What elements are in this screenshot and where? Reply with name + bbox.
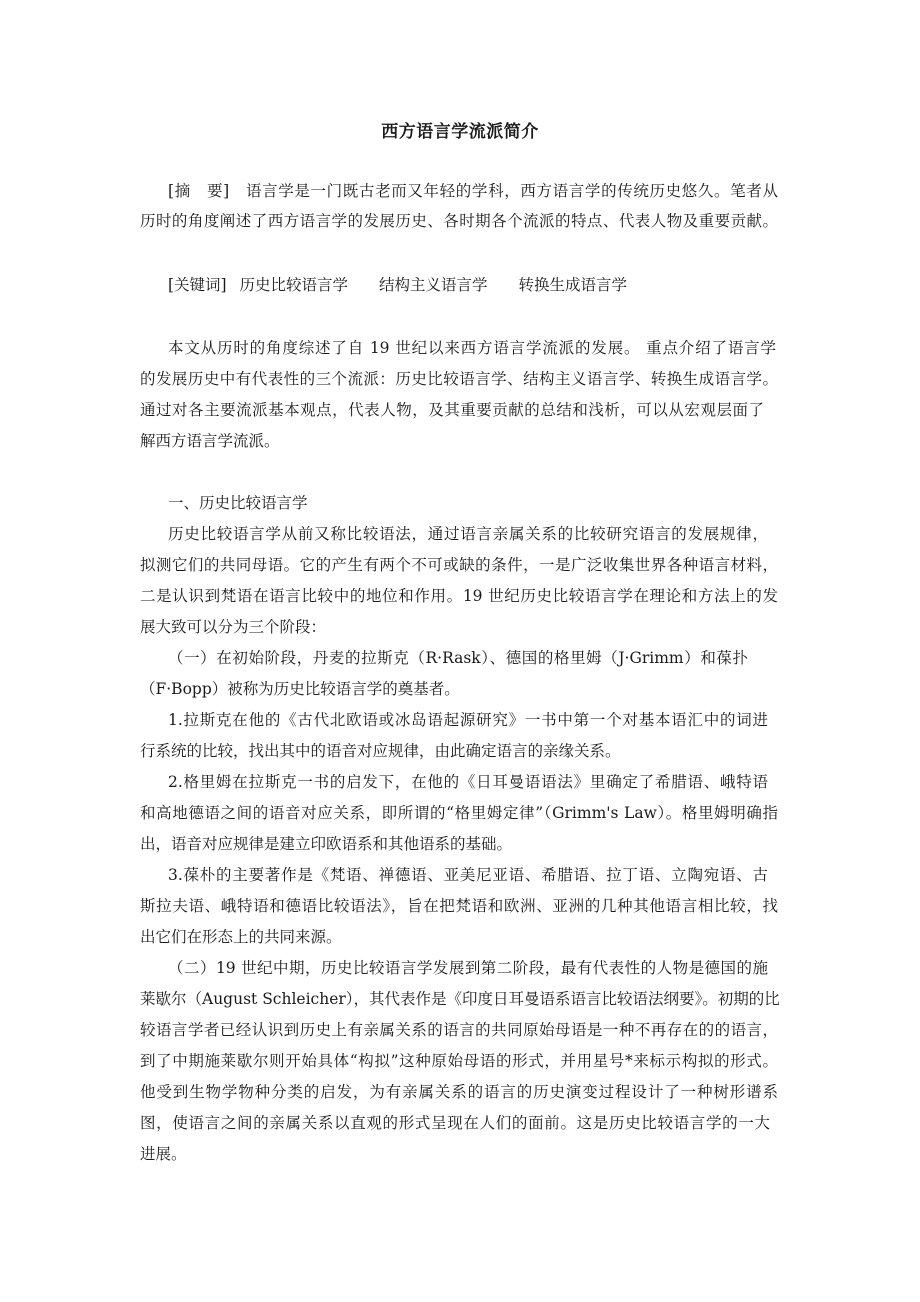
paragraph-line: 拟测它们的共同母语。它的产生有两个不可或缺的条件，一是广泛收集世界各种语言材料， — [140, 556, 778, 574]
paragraph-line: 二是认识到梵语在语言比较中的地位和作用。19 世纪历史比较语言学在理论和方法上的发 — [140, 587, 778, 605]
section-heading: 一、历史比较语言学 — [168, 494, 308, 512]
intro-line-3: 通过对各主要流派基本观点，代表人物，及其重要贡献的总结和浅析，可以从宏观层面了 — [140, 401, 764, 419]
paragraph-line: （F·Bopp）被称为历史比较语言学的奠基者。 — [140, 680, 460, 698]
keyword-item: 转换生成语言学 — [518, 276, 627, 294]
paragraph-line: 展大致可以分为三个阶段： — [140, 618, 327, 636]
paragraph-line: 出，语音对应规律是建立印欧语系和其他语系的基础。 — [140, 835, 513, 853]
paragraph-line: 行系统的比较，找出其中的语音对应规律，由此确定语言的亲缘关系。 — [140, 742, 621, 760]
paragraph-line: 图，使语言之间的亲属关系以直观的形式呈现在人们的面前。这是历史比较语言学的一大 — [140, 1114, 770, 1132]
paragraph-line: 他受到生物学物种分类的启发，为有亲属关系的语言的历史演变过程设计了一种树形谱系 — [140, 1083, 778, 1101]
paragraph-line: 出它们在形态上的共同来源。 — [140, 928, 342, 946]
paragraph-line: （二）19 世纪中期，历史比较语言学发展到第二阶段，最有代表性的人物是德国的施 — [168, 959, 768, 977]
keywords-label: [关键词] — [168, 276, 227, 294]
abstract-line-2: 历时的角度阐述了西方语言学的发展历史、各时期各个流派的特点、代表人物及重要贡献。 — [140, 212, 778, 230]
keyword-item: 结构主义语言学 — [379, 276, 488, 294]
paragraph-line: 莱歇尔（August Schleicher），其代表作是《印度日耳曼语系语言比较语法纲要》。初期的比 — [140, 990, 780, 1008]
intro-line-2: 的发展历史中有代表性的三个流派：历史比较语言学、结构主义语言学、转换生成语言学。 — [140, 370, 778, 388]
paragraph-line: 进展。 — [140, 1145, 187, 1163]
paragraph-line: 较语言学者已经认识到历史上有亲属关系的语言的共同原始母语是一种不再存在的的语言， — [140, 1021, 778, 1039]
paragraph-line: 2.格里姆在拉斯克一书的启发下，在他的《日耳曼语语法》里确定了希腊语、峨特语 — [168, 773, 768, 791]
keywords — [168, 274, 627, 296]
intro-line-1: 本文从历时的角度综述了自 19 世纪以来西方语言学流派的发展。 重点介绍了语言学 — [168, 339, 776, 357]
paragraph-line: 1.拉斯克在他的《古代北欧语或冰岛语起源研究》一书中第一个对基本语汇中的词进 — [168, 711, 768, 729]
paragraph-line: 3.葆朴的主要著作是《梵语、禅德语、亚美尼亚语、希腊语、拉丁语、立陶宛语、古 — [168, 866, 768, 884]
paragraph-line: （一）在初始阶段，丹麦的拉斯克（R·Rask）、德国的格里姆（J·Grimm）和葆扑 — [168, 649, 748, 667]
paragraph-line: 斯拉夫语、峨特语和德语比较语法》，旨在把梵语和欧洲、亚洲的几种其他语言相比较，找 — [140, 897, 778, 915]
page-title: 西方语言学流派简介 — [381, 122, 539, 142]
paragraph-line: 和高地德语之间的语音对应关系，即所谓的“格里姆定律”（Grimm's Law）。格里姆明确指 — [140, 804, 778, 822]
paragraph-line: 历史比较语言学从前又称比较语法，通过语言亲属关系的比较研究语言的发展规律， — [168, 525, 768, 543]
intro-line-4: 解西方语言学流派。 — [140, 432, 280, 450]
keyword-item: 历史比较语言学 — [239, 276, 349, 294]
paragraph-line: 到了中期施莱歇尔则开始具体“构拟”这种原始母语的形式，并用星号*来标示构拟的形式。 — [140, 1052, 778, 1070]
abstract-line-1: [摘 要] 语言学是一门既古老而又年轻的学科，西方语言学的传统历史悠久。笔者从 — [168, 182, 778, 200]
